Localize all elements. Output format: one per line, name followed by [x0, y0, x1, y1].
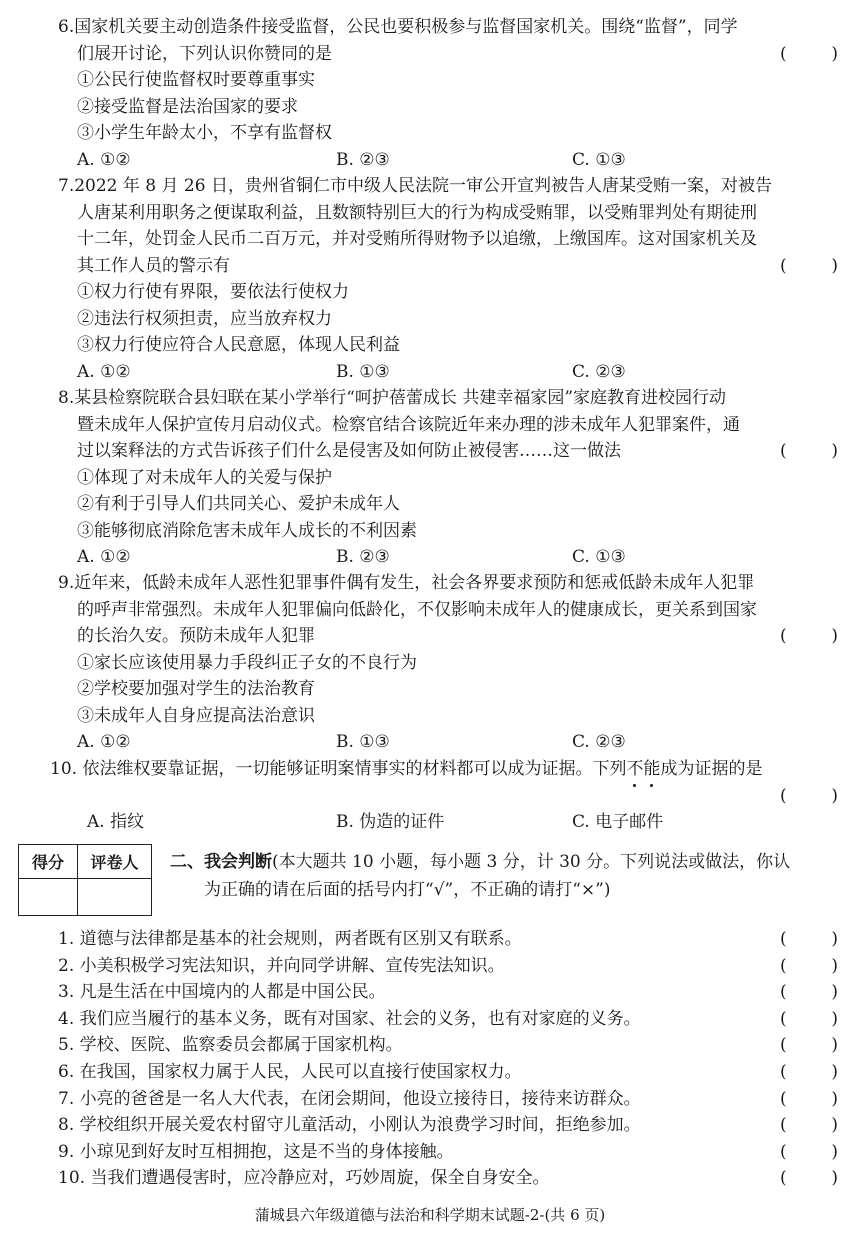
option-b[interactable]: B. ①③: [336, 361, 390, 382]
list-item: 3. 凡是生活在中国境内的人都是中国公民。 ( ): [58, 982, 838, 1003]
question-stem-line: 10. 依法维权要靠证据，一切能够证明案情事实的材料都可以成为证据。下列不能成为证据的是: [50, 756, 838, 783]
question-stem-line: 8.某县检察院联合县妇联在某小学举行“呵护蓓蕾成长 共建幸福家园”家庭教育进校园行动: [58, 388, 727, 408]
question-stem-line: 其工作人员的警示有 ( ): [77, 255, 838, 276]
statement-item: ②学校要加强对学生的法治教育: [77, 679, 315, 699]
grader-label: 评卷人: [90, 853, 139, 872]
question-stem-line: 7.2022 年 8 月 26 日，贵州省铜仁市中级人民法院一审公开宣判被告人唐某受贿一案，对被告: [58, 176, 772, 196]
statement-item: ②接受监督是法治国家的要求: [77, 96, 298, 117]
question-stem-line: 十二年，处罚金人民币二百万元，并对受贿所得财物予以追缴，上缴国库。这对国家机关及: [77, 229, 757, 249]
question-stem-line: 暨未成年人保护宣传月启动仪式。检察官结合该院近年来办理的涉未成年人犯罪案件，通: [77, 414, 740, 435]
option-b[interactable]: B. 伪造的证件: [336, 812, 445, 832]
section-2-header: [170, 848, 842, 904]
option-c[interactable]: C. ②③: [572, 361, 626, 382]
statement-item: ③权力行使应符合人民意愿，体现人民利益: [77, 335, 400, 355]
list-item: 6. 在我国，国家权力属于人民，人民可以直接行使国家权力。 ( ): [58, 1061, 838, 1082]
question-stem-line: 的长治久安。预防未成年人犯罪 ( ): [77, 626, 838, 646]
question-9: [58, 570, 838, 756]
statement-item: ②违法行权须担责，应当放弃权力: [77, 308, 332, 329]
list-item: 5. 学校、医院、监察委员会都属于国家机构。 ( ): [58, 1035, 838, 1056]
statement-item: ②有利于引导人们共同关心、爱护未成年人: [77, 494, 400, 514]
option-a[interactable]: A. 指纹: [87, 812, 145, 832]
list-item: 4. 我们应当履行的基本义务，既有对国家、社会的义务，也有对家庭的义务。 ( ): [58, 1008, 838, 1029]
option-a[interactable]: A. ①②: [77, 149, 131, 170]
option-a[interactable]: A. ①②: [77, 361, 131, 382]
list-item: 2. 小美积极学习宪法知识，并向同学讲解、宣传宪法知识。 ( ): [58, 955, 838, 976]
answer-options: [58, 544, 838, 571]
option-b[interactable]: B. ②③: [336, 547, 390, 567]
statement-item: ③能够彻底消除危害未成年人成长的不利因素: [77, 520, 417, 541]
list-item: 10. 当我们遭遇侵害时，应冷静应对，巧妙周旋，保全自身安全。 ( ): [58, 1168, 838, 1189]
list-item: 7. 小亮的爸爸是一名人大代表，在闭会期间，他设立接待日，接待来访群众。 ( ): [58, 1088, 838, 1109]
option-c[interactable]: C. 电子邮件: [572, 812, 664, 832]
score-box: [18, 844, 152, 916]
question-stem-line: 人唐某利用职务之便谋取利益，且数额特别巨大的行为构成受贿罪，以受贿罪判处有期徒刑: [77, 202, 757, 223]
page-footer: 蒲城县六年级道德与法治和科学期末试题-2-(共 6 页): [254, 1206, 606, 1224]
question-stem-line: 们展开讨论，下列认识你赞同的是 ( ): [77, 43, 838, 64]
question-stem-line: 的呼声非常强烈。未成年人犯罪偏向低龄化，不仅影响未成年人的健康成长，更关系到国家: [77, 599, 757, 620]
statement-item: ①家长应该使用暴力手段纠正子女的不良行为: [77, 652, 417, 673]
list-item: 8. 学校组织开展关爱农村留守儿童活动，小刚认为浪费学习时间，拒绝参加。 ( ): [58, 1115, 838, 1136]
emphasis-char: 不: [626, 756, 643, 783]
score-input[interactable]: [19, 879, 77, 915]
grader-input[interactable]: [78, 879, 151, 915]
question-stem-line: 6.国家机关要主动创造条件接受监督，公民也要积极参与监督国家机关。围绕“监督”，同学: [58, 17, 738, 37]
answer-options: [58, 359, 838, 386]
answer-options: [58, 729, 838, 756]
statement-item: ③未成年人自身应提高法治意识: [77, 705, 315, 726]
question-stem-line: 过以案释法的方式告诉孩子们什么是侵害及如何防止被侵害……这一做法 ( ): [77, 441, 838, 461]
statement-item: ③小学生年龄太小，不享有监督权: [77, 123, 332, 143]
statement-item: ①权力行使有界限，要依法行使权力: [77, 282, 349, 302]
option-c[interactable]: C. ①③: [572, 547, 626, 567]
question-6: [58, 14, 838, 173]
section-instructions: (本大题共 10 小题，每小题 3 分，计 30 分。下列说法或做法，你认: [272, 852, 791, 872]
section-instructions: 为正确的请在后面的括号内打“√”，不正确的请打“×”): [204, 880, 611, 900]
option-b[interactable]: B. ①③: [336, 732, 390, 752]
list-item: 9. 小琼见到好友时互相拥抱，这是不当的身体接触。 ( ): [58, 1141, 838, 1162]
statement-item: ①体现了对未成年人的关爱与保护: [77, 467, 332, 488]
question-8: [58, 385, 838, 571]
option-c[interactable]: C. ①③: [572, 149, 626, 170]
score-label: 得分: [31, 853, 64, 872]
emphasis-char: 能: [643, 756, 660, 783]
answer-options: [50, 809, 838, 836]
statement-item: ①公民行使监督权时要尊重事实: [77, 70, 315, 90]
option-b[interactable]: B. ②③: [336, 149, 390, 170]
answer-options: [58, 147, 838, 174]
question-10: [50, 756, 838, 836]
judgment-list: [58, 926, 838, 1192]
option-c[interactable]: C. ②③: [572, 732, 626, 752]
section-title: 二、我会判断: [170, 852, 272, 872]
option-a[interactable]: A. ①②: [77, 547, 131, 567]
question-stem-line: 9.近年来，低龄未成年人恶性犯罪事件偶有发生，社会各界要求预防和惩戒低龄未成年人犯罪: [58, 573, 755, 593]
option-a[interactable]: A. ①②: [77, 732, 131, 752]
question-7: [58, 173, 838, 385]
answer-line: ( ): [780, 785, 838, 806]
list-item: 1. 道德与法律都是基本的社会规则，两者既有区别又有联系。 ( ): [58, 929, 838, 949]
